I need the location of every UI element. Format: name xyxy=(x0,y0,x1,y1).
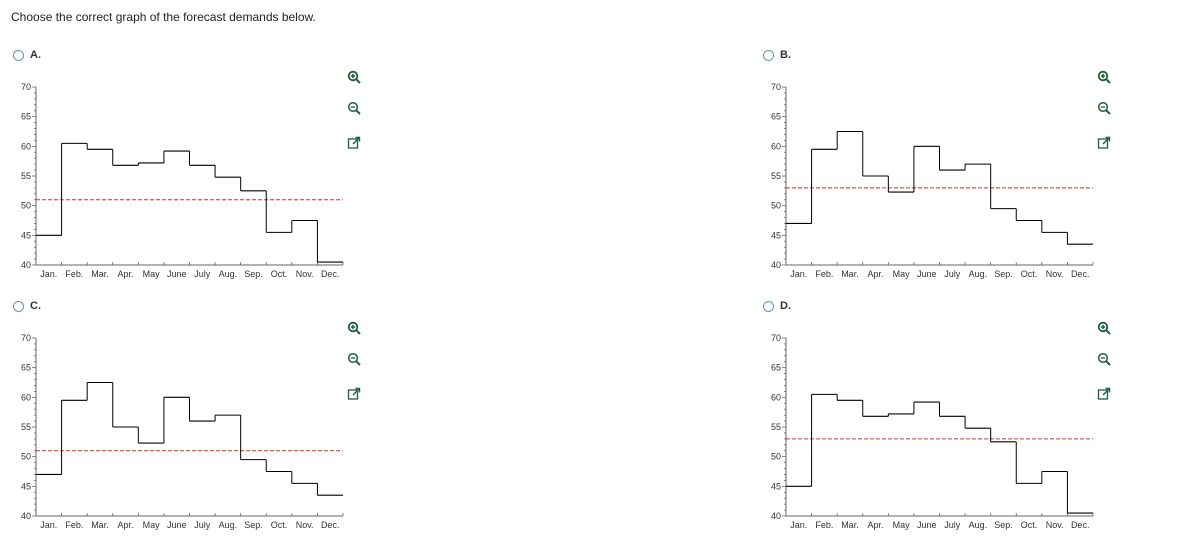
x-tick-label: Jan. xyxy=(790,269,808,279)
x-tick-label: Dec. xyxy=(1070,520,1090,530)
y-tick-label: 70 xyxy=(20,82,31,92)
x-tick-label: June xyxy=(916,520,937,530)
option-b-chart xyxy=(763,49,1133,289)
x-tick-label: Mar. xyxy=(841,269,859,279)
x-tick-label: May xyxy=(142,520,160,530)
y-tick-label: 60 xyxy=(20,392,31,403)
y-tick-label: 70 xyxy=(20,333,31,343)
y-tick-label: 45 xyxy=(770,481,781,492)
y-tick-label: 50 xyxy=(770,451,781,462)
x-tick-label: Sep. xyxy=(244,269,263,279)
x-tick-label: Aug. xyxy=(968,520,988,530)
option-d-zoom-out-button[interactable] xyxy=(1096,353,1112,369)
x-tick-label: Feb. xyxy=(815,269,834,279)
option-d-panel xyxy=(763,300,1133,540)
y-tick-label: 50 xyxy=(20,200,31,211)
option-c-zoom-in-button[interactable] xyxy=(346,322,362,338)
x-tick-label: Apr. xyxy=(117,520,134,530)
option-d-zoom-in-button[interactable] xyxy=(1096,322,1112,338)
x-tick-label: Feb. xyxy=(65,520,84,530)
zoom-in-icon xyxy=(347,321,361,340)
x-tick-label: Nov. xyxy=(1045,520,1064,530)
x-tick-label: Oct. xyxy=(270,520,288,530)
x-tick-label: Aug. xyxy=(218,269,238,279)
option-d-chart xyxy=(763,300,1133,540)
x-tick-label: Aug. xyxy=(968,269,988,279)
option-d-label: D. xyxy=(780,300,791,312)
y-tick-label: 65 xyxy=(770,111,781,122)
option-b-zoom-in-button[interactable] xyxy=(1096,71,1112,87)
x-tick-label: Sep. xyxy=(244,520,263,530)
x-tick-label: Feb. xyxy=(65,269,84,279)
y-tick-label: 40 xyxy=(20,511,31,521)
x-tick-label: Dec. xyxy=(320,520,340,530)
y-tick-label: 60 xyxy=(770,141,781,152)
y-tick-label: 55 xyxy=(770,422,781,432)
option-b-panel xyxy=(763,49,1133,289)
x-tick-label: Feb. xyxy=(815,520,834,530)
y-tick-label: 50 xyxy=(770,200,781,211)
y-tick-label: 60 xyxy=(20,141,31,152)
x-tick-label: Sep. xyxy=(994,520,1013,530)
y-tick-label: 45 xyxy=(20,230,31,241)
option-c-zoom-out-button[interactable] xyxy=(346,353,362,369)
option-a-zoom-out-button[interactable] xyxy=(346,102,362,118)
question-text: Choose the correct graph of the forecast demands below. xyxy=(11,10,316,24)
x-tick-label: Nov. xyxy=(295,520,314,530)
option-a-zoom-in-button[interactable] xyxy=(346,71,362,87)
x-tick-label: Apr. xyxy=(867,269,884,279)
option-c-panel xyxy=(13,300,383,540)
y-tick-label: 55 xyxy=(770,171,781,181)
x-tick-label: Apr. xyxy=(867,520,884,530)
y-tick-label: 60 xyxy=(770,392,781,403)
x-tick-label: Oct. xyxy=(1020,269,1038,279)
pop-out-icon xyxy=(347,136,361,155)
x-tick-label: Apr. xyxy=(117,269,134,279)
x-tick-label: June xyxy=(166,520,187,530)
option-b-label: B. xyxy=(780,49,791,61)
x-tick-label: May xyxy=(892,269,910,279)
option-a-chart xyxy=(13,49,383,289)
x-tick-label: Mar. xyxy=(91,269,109,279)
y-tick-label: 65 xyxy=(20,362,31,373)
x-tick-label: July xyxy=(944,520,961,530)
option-c-label: C. xyxy=(30,300,41,312)
option-c-pop-out-button[interactable] xyxy=(346,388,362,404)
y-tick-label: 65 xyxy=(770,362,781,373)
x-tick-label: Oct. xyxy=(270,269,288,279)
x-tick-label: July xyxy=(194,269,211,279)
x-tick-label: Mar. xyxy=(841,520,859,530)
x-tick-label: Nov. xyxy=(295,269,314,279)
y-tick-label: 40 xyxy=(770,260,781,270)
y-tick-label: 40 xyxy=(770,511,781,521)
pop-out-icon xyxy=(1097,387,1111,406)
x-tick-label: Jan. xyxy=(790,520,808,530)
zoom-in-icon xyxy=(1097,321,1111,340)
y-tick-label: 45 xyxy=(20,481,31,492)
x-tick-label: Jan. xyxy=(40,269,58,279)
zoom-out-icon xyxy=(1097,101,1111,120)
zoom-out-icon xyxy=(347,352,361,371)
option-a-label: A. xyxy=(30,49,41,61)
option-d-pop-out-button[interactable] xyxy=(1096,388,1112,404)
zoom-in-icon xyxy=(347,70,361,89)
option-a-pop-out-button[interactable] xyxy=(346,137,362,153)
x-tick-label: June xyxy=(916,269,937,279)
y-tick-label: 55 xyxy=(20,171,31,181)
y-tick-label: 55 xyxy=(20,422,31,432)
x-tick-label: June xyxy=(166,269,187,279)
x-tick-label: July xyxy=(194,520,211,530)
x-tick-label: Nov. xyxy=(1045,269,1064,279)
option-a-panel xyxy=(13,49,383,289)
y-tick-label: 70 xyxy=(770,82,781,92)
x-tick-label: Mar. xyxy=(91,520,109,530)
x-tick-label: May xyxy=(892,520,910,530)
x-tick-label: July xyxy=(944,269,961,279)
x-tick-label: Oct. xyxy=(1020,520,1038,530)
option-c-chart xyxy=(13,300,383,540)
x-tick-label: May xyxy=(142,269,160,279)
x-tick-label: Sep. xyxy=(994,269,1013,279)
option-b-pop-out-button[interactable] xyxy=(1096,137,1112,153)
pop-out-icon xyxy=(347,387,361,406)
zoom-out-icon xyxy=(1097,352,1111,371)
x-tick-label: Dec. xyxy=(1070,269,1090,279)
x-tick-label: Dec. xyxy=(320,269,340,279)
x-tick-label: Jan. xyxy=(40,520,58,530)
y-tick-label: 40 xyxy=(20,260,31,270)
y-tick-label: 50 xyxy=(20,451,31,462)
y-tick-label: 70 xyxy=(770,333,781,343)
x-tick-label: Aug. xyxy=(218,520,238,530)
y-tick-label: 65 xyxy=(20,111,31,122)
option-b-zoom-out-button[interactable] xyxy=(1096,102,1112,118)
zoom-out-icon xyxy=(347,101,361,120)
zoom-in-icon xyxy=(1097,70,1111,89)
pop-out-icon xyxy=(1097,136,1111,155)
y-tick-label: 45 xyxy=(770,230,781,241)
